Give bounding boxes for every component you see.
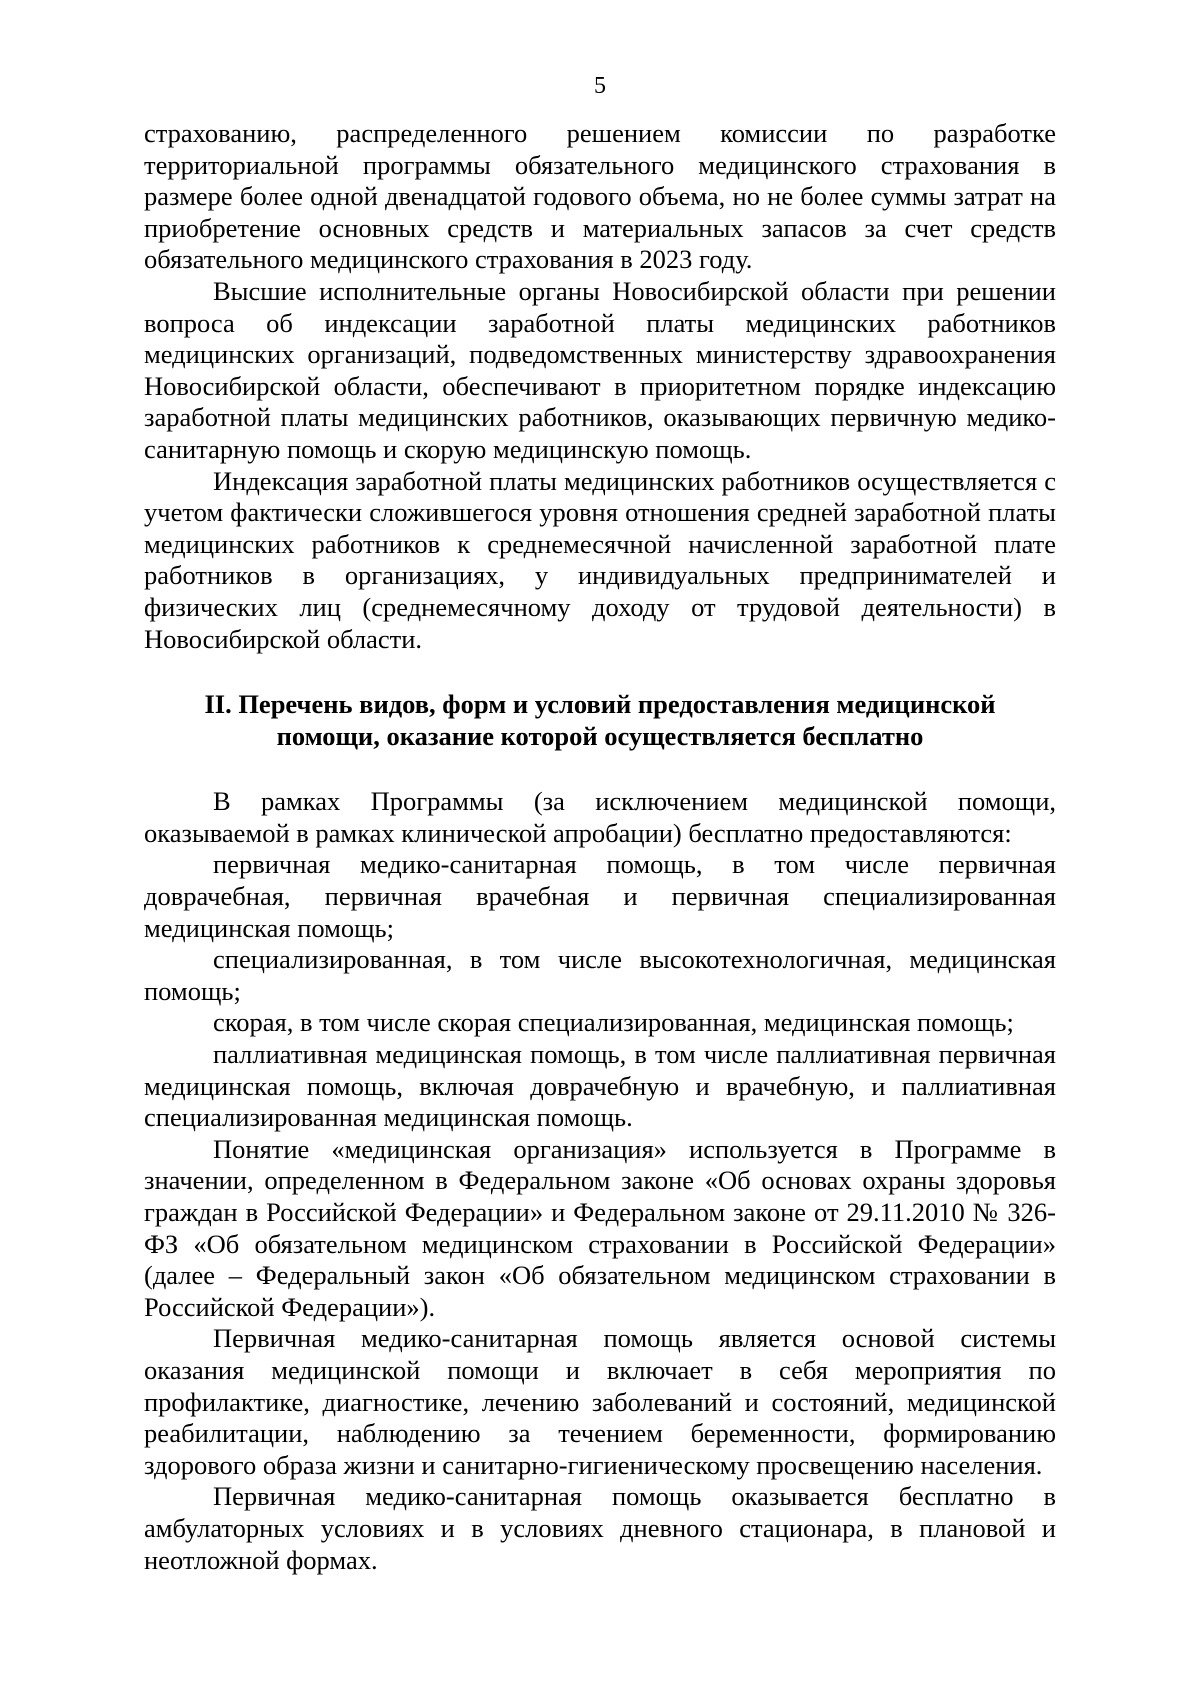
document-body: [144, 118, 1056, 1576]
paragraph-palliative-care-item: паллиативная медицинская помощь, в том числе паллиативная первичная медицинская помощь, включая доврачебную и врачебную, и паллиативная специализированная медицинская помощь.: [144, 1039, 1056, 1133]
paragraph-program-scope: В рамках Программы (за исключением медицинской помощи, оказываемой в рамках клинической апробации) бесплатно предоставляются:: [144, 786, 1056, 848]
paragraph-primary-care-item: первичная медико-санитарная помощь, в том числе первичная доврачебная, первичная врачебная и первичная специализированная медицинская помощь;: [144, 849, 1056, 943]
paragraph-medical-organization-definition: Понятие «медицинская организация» используется в Программе в значении, определенном в Федеральном законе «Об основах охраны здоровья граждан в Российской Федерации» и Федеральном законе от 29.11.2010 № 326-ФЗ «Об обязательном медицинском страховании в Российской Федерации» (далее – Федеральный закон «Об обязательном медицинском страховании в Российской Федерации»).: [144, 1133, 1056, 1322]
paragraph-salary-indexation-priority: Высшие исполнительные органы Новосибирской области при решении вопроса об индексации заработной платы медицинских работников медицинских организаций, подведомственных министерству здравоохранения Новосибирской области, обеспечивают в приоритетном порядке индексацию заработной платы медицинских работников, оказывающих первичную медико-санитарную помощь и скорую медицинскую помощь.: [144, 275, 1056, 464]
paragraph-salary-indexation-ratio: Индексация заработной платы медицинских работников осуществляется с учетом фактически сложившегося уровня отношения средней заработной платы медицинских работников к среднемесячной начисленной заработной плате работников в организациях, у индивидуальных предпринимателей и физических лиц (среднемесячному доходу от трудовой деятельности) в Новосибирской области.: [144, 465, 1056, 654]
page-number: 5: [594, 73, 606, 99]
paragraph-primary-care-conditions: Первичная медико-санитарная помощь оказывается бесплатно в амбулаторных условиях и в условиях дневного стационара, в плановой и неотложной формах.: [144, 1481, 1056, 1575]
paragraph-primary-care-basis: Первичная медико-санитарная помощь является основой системы оказания медицинской помощи и включает в себя мероприятия по профилактике, диагностике, лечению заболеваний и состояний, медицинской реабилитации, наблюдению за течением беременности, формированию здорового образа жизни и санитарно-гигиеническому просвещению населения.: [144, 1323, 1056, 1480]
paragraph-specialized-care-item: специализированная, в том числе высокотехнологичная, медицинская помощь;: [144, 944, 1056, 1006]
paragraph-emergency-care-item: скорая, в том числе скорая специализированная, медицинская помощь;: [213, 1007, 1014, 1038]
section-heading: II. Перечень видов, форм и условий предоставления медицинской помощи, оказание которой осуществляется бесплатно: [204, 689, 996, 751]
paragraph-continuation: страхованию, распределенного решением комиссии по разработке территориальной программы обязательного медицинского страхования в размере более одной двенадцатой годового объема, но не более суммы затрат на приобретение основных средств и материальных запасов за счет средств обязательного медицинского страхования в 2023 году.: [144, 118, 1056, 275]
